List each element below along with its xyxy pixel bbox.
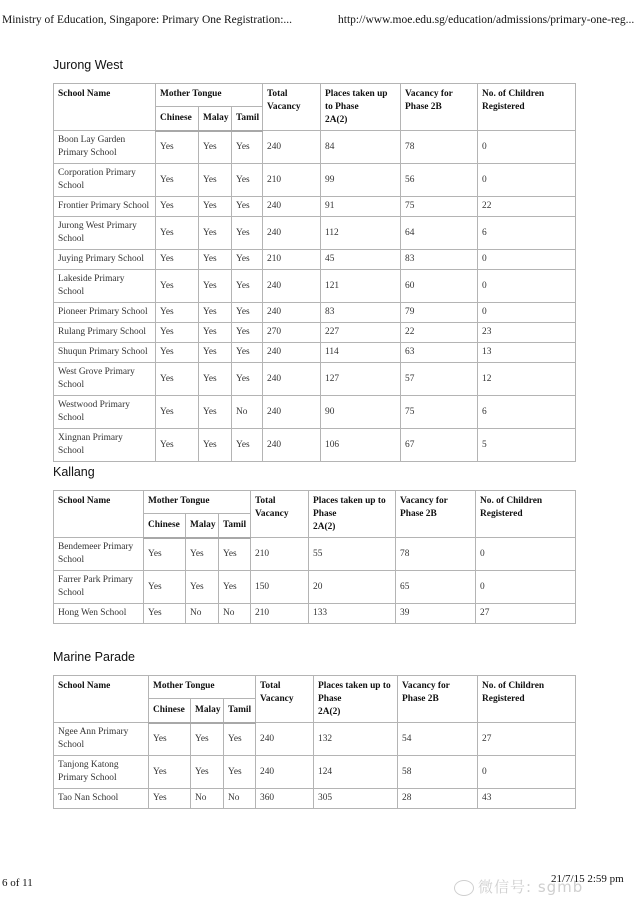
cell-vacancy-2b: 79 xyxy=(401,303,478,323)
cell-children-registered: 0 xyxy=(478,303,576,323)
cell-malay: Yes xyxy=(199,323,232,343)
cell-vacancy-2b: 22 xyxy=(401,323,478,343)
cell-children-registered: 27 xyxy=(478,723,576,756)
cell-malay: Yes xyxy=(199,131,232,164)
cell-tamil: Yes xyxy=(224,723,256,756)
cell-places-taken: 114 xyxy=(321,343,401,363)
cell-malay: Yes xyxy=(199,217,232,250)
col-header-total-vacancy: Total Vacancy xyxy=(263,84,321,131)
cell-total-vacancy: 210 xyxy=(251,538,309,571)
cell-total-vacancy: 240 xyxy=(263,396,321,429)
cell-children-registered: 0 xyxy=(478,164,576,197)
cell-vacancy-2b: 56 xyxy=(401,164,478,197)
cell-chinese: Yes xyxy=(149,756,191,789)
cell-chinese: Yes xyxy=(156,131,199,164)
cell-malay: Yes xyxy=(199,303,232,323)
col-header-tamil: Tamil xyxy=(232,107,263,131)
cell-children-registered: 0 xyxy=(478,250,576,270)
table-row xyxy=(54,270,576,303)
col-header-school-name: School Name xyxy=(54,491,144,538)
cell-total-vacancy: 240 xyxy=(256,756,314,789)
table-row xyxy=(54,303,576,323)
cell-total-vacancy: 210 xyxy=(263,164,321,197)
col-header-mother-tongue: Mother Tongue xyxy=(144,491,251,514)
cell-places-taken: 124 xyxy=(314,756,398,789)
cell-school-name: Juying Primary School xyxy=(54,250,156,270)
cell-total-vacancy: 240 xyxy=(263,131,321,164)
wechat-icon xyxy=(454,880,474,896)
col-header-vacancy-2b: Vacancy for Phase 2B xyxy=(401,84,478,131)
cell-chinese: Yes xyxy=(156,270,199,303)
section-title-marine-parade: Marine Parade xyxy=(53,650,135,664)
cell-malay: Yes xyxy=(191,723,224,756)
cell-places-taken: 55 xyxy=(309,538,396,571)
schools-table-jurong-west xyxy=(53,83,576,462)
cell-school-name: Frontier Primary School xyxy=(54,197,156,217)
cell-places-taken: 112 xyxy=(321,217,401,250)
cell-total-vacancy: 240 xyxy=(263,303,321,323)
cell-chinese: Yes xyxy=(156,164,199,197)
table-row xyxy=(54,429,576,462)
cell-children-registered: 0 xyxy=(478,131,576,164)
cell-school-name: Ngee Ann Primary School xyxy=(54,723,149,756)
cell-school-name: Rulang Primary School xyxy=(54,323,156,343)
cell-children-registered: 23 xyxy=(478,323,576,343)
cell-vacancy-2b: 58 xyxy=(398,756,478,789)
section-title-jurong-west: Jurong West xyxy=(53,58,123,72)
col-header-children-registered: No. of Children Registered xyxy=(478,676,576,723)
cell-places-taken: 45 xyxy=(321,250,401,270)
print-timestamp: 21/7/15 2:59 pm xyxy=(551,873,624,885)
cell-chinese: Yes xyxy=(149,789,191,809)
cell-children-registered: 0 xyxy=(478,756,576,789)
cell-tamil: Yes xyxy=(232,303,263,323)
col-header-malay: Malay xyxy=(191,699,224,723)
cell-vacancy-2b: 28 xyxy=(398,789,478,809)
cell-places-taken: 227 xyxy=(321,323,401,343)
cell-school-name: Tanjong Katong Primary School xyxy=(54,756,149,789)
col-header-places-taken: Places taken up to Phase 2A(2) xyxy=(321,84,401,131)
cell-malay: Yes xyxy=(191,756,224,789)
cell-malay: Yes xyxy=(199,197,232,217)
cell-malay: Yes xyxy=(186,571,219,604)
cell-tamil: Yes xyxy=(232,429,263,462)
cell-vacancy-2b: 75 xyxy=(401,197,478,217)
cell-chinese: Yes xyxy=(156,363,199,396)
cell-malay: Yes xyxy=(199,363,232,396)
table-row xyxy=(54,604,576,624)
cell-places-taken: 305 xyxy=(314,789,398,809)
col-header-mother-tongue: Mother Tongue xyxy=(156,84,263,107)
cell-places-taken: 121 xyxy=(321,270,401,303)
table-row xyxy=(54,217,576,250)
cell-vacancy-2b: 78 xyxy=(401,131,478,164)
page-number: 6 of 11 xyxy=(2,877,33,889)
cell-school-name: Jurong West Primary School xyxy=(54,217,156,250)
cell-total-vacancy: 150 xyxy=(251,571,309,604)
cell-total-vacancy: 210 xyxy=(251,604,309,624)
schools-table-kallang xyxy=(53,490,576,624)
table-row xyxy=(54,538,576,571)
cell-children-registered: 13 xyxy=(478,343,576,363)
cell-total-vacancy: 240 xyxy=(256,723,314,756)
cell-vacancy-2b: 63 xyxy=(401,343,478,363)
table-row xyxy=(54,789,576,809)
cell-school-name: Farrer Park Primary School xyxy=(54,571,144,604)
col-header-total-vacancy: Total Vacancy xyxy=(256,676,314,723)
cell-places-taken: 99 xyxy=(321,164,401,197)
table-row xyxy=(54,250,576,270)
cell-chinese: Yes xyxy=(156,429,199,462)
col-header-tamil: Tamil xyxy=(219,514,251,538)
cell-malay: Yes xyxy=(199,250,232,270)
cell-tamil: Yes xyxy=(232,250,263,270)
cell-vacancy-2b: 75 xyxy=(401,396,478,429)
cell-places-taken: 20 xyxy=(309,571,396,604)
cell-vacancy-2b: 57 xyxy=(401,363,478,396)
cell-malay: Yes xyxy=(199,396,232,429)
cell-children-registered: 6 xyxy=(478,217,576,250)
cell-tamil: Yes xyxy=(232,197,263,217)
col-header-vacancy-2b: Vacancy for Phase 2B xyxy=(398,676,478,723)
cell-tamil: Yes xyxy=(232,217,263,250)
page-header-url: http://www.moe.edu.sg/education/admissions/primary-one-reg... xyxy=(338,14,635,26)
cell-places-taken: 91 xyxy=(321,197,401,217)
table-row xyxy=(54,571,576,604)
cell-vacancy-2b: 64 xyxy=(401,217,478,250)
cell-tamil: Yes xyxy=(232,131,263,164)
table-row xyxy=(54,723,576,756)
cell-school-name: Hong Wen School xyxy=(54,604,144,624)
cell-tamil: Yes xyxy=(232,270,263,303)
cell-places-taken: 133 xyxy=(309,604,396,624)
cell-tamil: Yes xyxy=(219,538,251,571)
col-header-places-taken: Places taken up to Phase 2A(2) xyxy=(309,491,396,538)
cell-malay: No xyxy=(186,604,219,624)
cell-children-registered: 12 xyxy=(478,363,576,396)
cell-total-vacancy: 240 xyxy=(263,197,321,217)
cell-chinese: Yes xyxy=(156,323,199,343)
col-header-places-taken: Places taken up to Phase 2A(2) xyxy=(314,676,398,723)
cell-children-registered: 27 xyxy=(476,604,576,624)
col-header-malay: Malay xyxy=(186,514,219,538)
cell-school-name: Boon Lay Garden Primary School xyxy=(54,131,156,164)
table-row xyxy=(54,363,576,396)
cell-malay: Yes xyxy=(199,270,232,303)
cell-total-vacancy: 270 xyxy=(263,323,321,343)
cell-tamil: No xyxy=(224,789,256,809)
cell-total-vacancy: 240 xyxy=(263,270,321,303)
col-header-vacancy-2b: Vacancy for Phase 2B xyxy=(396,491,476,538)
cell-children-registered: 22 xyxy=(478,197,576,217)
col-header-chinese: Chinese xyxy=(144,514,186,538)
cell-school-name: Bendemeer Primary School xyxy=(54,538,144,571)
cell-chinese: Yes xyxy=(149,723,191,756)
cell-places-taken: 132 xyxy=(314,723,398,756)
section-title-kallang: Kallang xyxy=(53,465,95,479)
cell-tamil: No xyxy=(219,604,251,624)
cell-malay: Yes xyxy=(186,538,219,571)
table-row xyxy=(54,131,576,164)
watermark: 微信号: sgmb xyxy=(454,876,583,897)
cell-total-vacancy: 360 xyxy=(256,789,314,809)
cell-chinese: Yes xyxy=(144,604,186,624)
cell-places-taken: 106 xyxy=(321,429,401,462)
cell-tamil: Yes xyxy=(224,756,256,789)
cell-total-vacancy: 240 xyxy=(263,429,321,462)
col-header-malay: Malay xyxy=(199,107,232,131)
cell-total-vacancy: 240 xyxy=(263,217,321,250)
cell-chinese: Yes xyxy=(156,197,199,217)
col-header-school-name: School Name xyxy=(54,84,156,131)
cell-children-registered: 6 xyxy=(478,396,576,429)
cell-tamil: No xyxy=(232,396,263,429)
col-header-chinese: Chinese xyxy=(156,107,199,131)
col-header-chinese: Chinese xyxy=(149,699,191,723)
cell-total-vacancy: 210 xyxy=(263,250,321,270)
cell-chinese: Yes xyxy=(156,396,199,429)
cell-school-name: Tao Nan School xyxy=(54,789,149,809)
table-row xyxy=(54,323,576,343)
cell-school-name: Shuqun Primary School xyxy=(54,343,156,363)
cell-school-name: Corporation Primary School xyxy=(54,164,156,197)
cell-tamil: Yes xyxy=(232,164,263,197)
cell-children-registered: 0 xyxy=(478,270,576,303)
cell-places-taken: 83 xyxy=(321,303,401,323)
cell-chinese: Yes xyxy=(156,250,199,270)
cell-vacancy-2b: 39 xyxy=(396,604,476,624)
col-header-total-vacancy: Total Vacancy xyxy=(251,491,309,538)
cell-children-registered: 43 xyxy=(478,789,576,809)
cell-chinese: Yes xyxy=(156,343,199,363)
cell-school-name: Westwood Primary School xyxy=(54,396,156,429)
cell-children-registered: 5 xyxy=(478,429,576,462)
cell-tamil: Yes xyxy=(232,363,263,396)
cell-school-name: West Grove Primary School xyxy=(54,363,156,396)
table-row xyxy=(54,164,576,197)
cell-vacancy-2b: 65 xyxy=(396,571,476,604)
table-row xyxy=(54,756,576,789)
cell-children-registered: 0 xyxy=(476,538,576,571)
cell-vacancy-2b: 67 xyxy=(401,429,478,462)
table-row xyxy=(54,343,576,363)
cell-malay: Yes xyxy=(199,164,232,197)
cell-tamil: Yes xyxy=(232,343,263,363)
cell-total-vacancy: 240 xyxy=(263,363,321,396)
cell-tamil: Yes xyxy=(232,323,263,343)
cell-tamil: Yes xyxy=(219,571,251,604)
cell-malay: Yes xyxy=(199,429,232,462)
cell-vacancy-2b: 60 xyxy=(401,270,478,303)
col-header-tamil: Tamil xyxy=(224,699,256,723)
cell-school-name: Pioneer Primary School xyxy=(54,303,156,323)
cell-vacancy-2b: 83 xyxy=(401,250,478,270)
cell-school-name: Xingnan Primary School xyxy=(54,429,156,462)
cell-places-taken: 127 xyxy=(321,363,401,396)
cell-places-taken: 84 xyxy=(321,131,401,164)
cell-total-vacancy: 240 xyxy=(263,343,321,363)
col-header-school-name: School Name xyxy=(54,676,149,723)
schools-table-marine-parade xyxy=(53,675,576,809)
cell-vacancy-2b: 78 xyxy=(396,538,476,571)
cell-malay: Yes xyxy=(199,343,232,363)
cell-vacancy-2b: 54 xyxy=(398,723,478,756)
cell-children-registered: 0 xyxy=(476,571,576,604)
cell-chinese: Yes xyxy=(144,538,186,571)
cell-chinese: Yes xyxy=(144,571,186,604)
cell-school-name: Lakeside Primary School xyxy=(54,270,156,303)
table-row xyxy=(54,197,576,217)
col-header-children-registered: No. of Children Registered xyxy=(476,491,576,538)
cell-chinese: Yes xyxy=(156,303,199,323)
table-row xyxy=(54,396,576,429)
cell-chinese: Yes xyxy=(156,217,199,250)
page-header-title: Ministry of Education, Singapore: Primary One Registration:... xyxy=(2,14,293,26)
cell-malay: No xyxy=(191,789,224,809)
col-header-children-registered: No. of Children Registered xyxy=(478,84,576,131)
cell-places-taken: 90 xyxy=(321,396,401,429)
col-header-mother-tongue: Mother Tongue xyxy=(149,676,256,699)
